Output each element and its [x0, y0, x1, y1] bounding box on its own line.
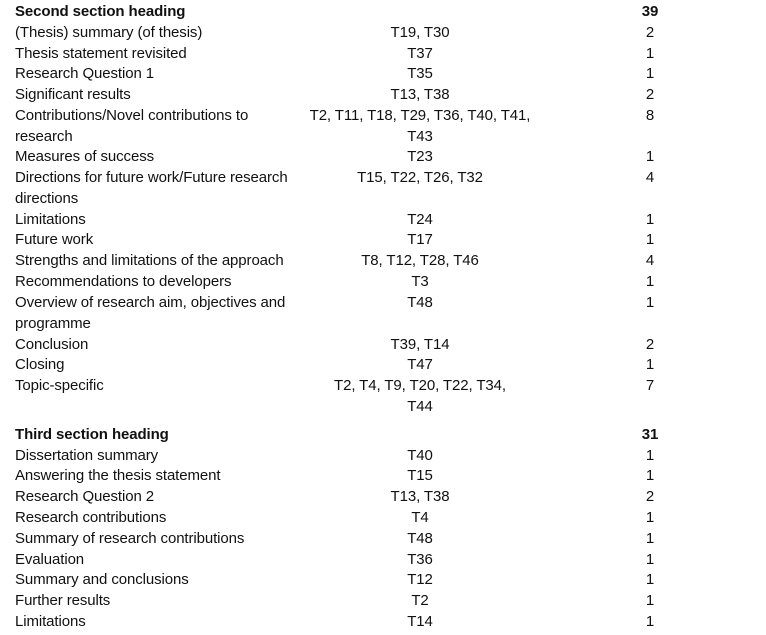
row-refs: T4: [411, 509, 429, 526]
row-count: 2: [645, 86, 655, 103]
row-label: Research contributions: [15, 509, 167, 526]
row-refs: T24: [407, 211, 433, 228]
row-label: Contributions/Novel contributions to research: [15, 107, 249, 145]
row-count: 1: [645, 613, 655, 630]
section-heading: Second section heading: [15, 3, 186, 20]
row-refs: T12: [407, 571, 433, 588]
row-refs: T2, T11, T18, T29, T36, T40, T41, T43: [309, 107, 531, 145]
row-count: 1: [645, 356, 655, 373]
row-count: 4: [645, 169, 655, 186]
row-count: 8: [645, 107, 655, 124]
row-label: Conclusion: [15, 336, 89, 353]
row-label: Strengths and limitations of the approach: [15, 252, 284, 269]
row-count: 2: [645, 24, 655, 41]
row-count: 1: [645, 273, 655, 290]
row-count: 1: [645, 447, 655, 464]
row-count: 1: [645, 530, 655, 547]
row-refs: T8, T12, T28, T46: [361, 252, 479, 269]
row-label: Measures of success: [15, 148, 154, 165]
section-total: 31: [641, 426, 659, 443]
row-refs: T23: [407, 148, 433, 165]
row-count: 7: [645, 377, 655, 394]
row-count: 1: [645, 592, 655, 609]
row-refs: T17: [407, 231, 433, 248]
row-label: Future work: [15, 231, 94, 248]
row-label: Limitations: [15, 613, 86, 630]
row-refs: T39, T14: [390, 336, 450, 353]
row-refs: T37: [407, 45, 433, 62]
row-refs: T15: [407, 467, 433, 484]
row-label: Topic-specific: [15, 377, 104, 394]
row-count: 1: [645, 551, 655, 568]
row-refs: T36: [407, 551, 433, 568]
row-count: 1: [645, 65, 655, 82]
row-count: 1: [645, 571, 655, 588]
row-count: 1: [645, 467, 655, 484]
row-count: 1: [645, 294, 655, 311]
row-label: Directions for future work/Future research directions: [15, 169, 288, 207]
row-count: 1: [645, 148, 655, 165]
row-count: 1: [645, 509, 655, 526]
row-label: Answering the thesis statement: [15, 467, 221, 484]
row-refs: T14: [407, 613, 433, 630]
row-label: Significant results: [15, 86, 131, 103]
row-label: Limitations: [15, 211, 86, 228]
row-refs: T2, T4, T9, T20, T22, T34, T44: [334, 377, 506, 415]
row-refs: T3: [411, 273, 429, 290]
row-refs: T35: [407, 65, 433, 82]
row-label: Recommendations to developers: [15, 273, 232, 290]
row-refs: T47: [407, 356, 433, 373]
row-count: 2: [645, 336, 655, 353]
row-label: Overview of research aim, objectives and programme: [15, 294, 286, 332]
row-label: Thesis statement revisited: [15, 45, 187, 62]
row-count: 4: [645, 252, 655, 269]
row-refs: T19, T30: [390, 24, 450, 41]
row-label: (Thesis) summary (of thesis): [15, 24, 203, 41]
row-refs: T40: [407, 447, 433, 464]
row-label: Summary of research contributions: [15, 530, 245, 547]
row-refs: T13, T38: [390, 86, 450, 103]
row-count: 1: [645, 45, 655, 62]
row-label: Further results: [15, 592, 111, 609]
row-label: Evaluation: [15, 551, 85, 568]
row-label: Closing: [15, 356, 65, 373]
row-label: Dissertation summary: [15, 447, 159, 464]
section-heading: Third section heading: [15, 426, 169, 443]
row-refs: T48: [407, 294, 433, 311]
row-refs: T15, T22, T26, T32: [357, 169, 483, 186]
row-label: Research Question 2: [15, 488, 155, 505]
section-total: 39: [641, 3, 659, 20]
row-refs: T13, T38: [390, 488, 450, 505]
row-count: 1: [645, 211, 655, 228]
row-refs: T2: [411, 592, 429, 609]
row-count: 1: [645, 231, 655, 248]
row-count: 2: [645, 488, 655, 505]
row-label: Summary and conclusions: [15, 571, 189, 588]
row-label: Research Question 1: [15, 65, 155, 82]
row-refs: T48: [407, 530, 433, 547]
